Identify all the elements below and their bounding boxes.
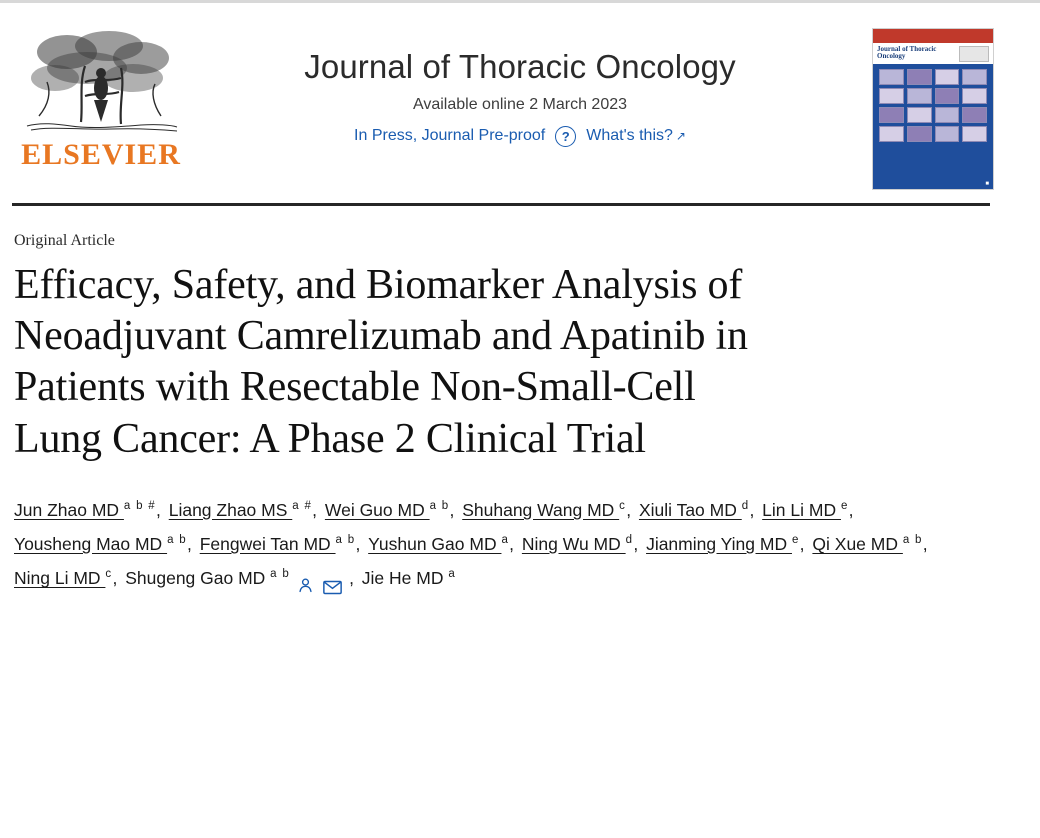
cover-header (873, 43, 993, 64)
author-entry[interactable] (325, 500, 450, 520)
cover-footer-mark: ■ (985, 181, 989, 187)
author-name[interactable]: Yousheng Mao MD (14, 534, 168, 555)
cover-cell (879, 88, 904, 104)
cover-cell (962, 107, 987, 123)
elsevier-tree-logo-icon (21, 26, 181, 138)
corresponding-author-icons (297, 571, 342, 588)
author-name: Shugeng Gao MD (125, 568, 271, 589)
author-separator: , (186, 534, 197, 555)
available-online-date: Available online 2 March 2023 (412, 95, 628, 113)
author-separator: , (112, 568, 123, 589)
whats-this-link[interactable] (586, 127, 686, 145)
author-name[interactable]: Qi Xue MD (812, 534, 903, 555)
author-name: Jie He MD (361, 568, 449, 589)
top-divider (0, 0, 1040, 3)
author-name[interactable]: Jun Zhao MD (14, 499, 124, 520)
envelope-icon[interactable] (323, 572, 342, 587)
author-separator: , (155, 499, 166, 520)
masthead-divider (12, 203, 990, 206)
author-entry[interactable] (169, 500, 312, 520)
author-affiliation-marker: c (105, 568, 113, 581)
author-separator: , (749, 499, 760, 520)
author-name[interactable]: Ning Li MD (14, 568, 106, 589)
journal-masthead (0, 18, 1040, 190)
author-entry[interactable] (200, 534, 356, 554)
page-title: Efficacy, Safety, and Biomarker Analysis of Neoadjuvant Camrelizumab and Apatinib in Patients with Resectable Non-Small-Cell Lung Cancer: A Phase 2 Clinical Trial (14, 262, 748, 462)
cover-top-band (873, 29, 993, 43)
author-affiliation-marker: c (619, 500, 627, 513)
cover-cell (907, 69, 932, 85)
in-press-status: In Press, Journal Pre-proof (354, 127, 546, 145)
whats-this-label: What's this? (586, 127, 673, 145)
author-name[interactable]: Yushun Gao MD (368, 534, 502, 555)
author-separator: , (312, 499, 322, 520)
author-entry[interactable] (14, 534, 187, 554)
author-affiliation-marker: e (791, 534, 800, 547)
author-affiliation-marker: a b (167, 534, 187, 547)
author-separator: , (626, 499, 636, 520)
cover-cell (907, 126, 932, 142)
author-entry[interactable] (462, 500, 626, 520)
author-name[interactable]: Ning Wu MD (521, 534, 626, 555)
journal-info (200, 48, 840, 147)
author-entry[interactable] (522, 534, 633, 554)
author-separator: , (349, 568, 359, 589)
cover-cell (879, 107, 904, 123)
author-separator: , (355, 534, 366, 555)
article-header (14, 232, 1014, 595)
author-entry[interactable] (14, 568, 112, 588)
cover-badge (959, 46, 989, 62)
cover-cell (879, 69, 904, 85)
article-type-label: Original Article (14, 232, 115, 249)
author-name[interactable]: Shuhang Wang MD (462, 499, 620, 520)
external-link-icon: ↗ (675, 129, 686, 144)
author-affiliation-marker: a b # (123, 500, 156, 513)
author-separator: , (633, 534, 644, 555)
cover-journal-title: Journal of Thoracic Oncology (877, 45, 937, 61)
author-entry[interactable] (368, 534, 509, 554)
author-entry (125, 568, 290, 588)
author-affiliation-marker: d (741, 500, 750, 513)
author-affiliation-marker: a b (270, 568, 291, 581)
author-separator: , (848, 499, 854, 520)
author-separator: , (799, 534, 810, 555)
author-entry (362, 568, 456, 588)
cover-cell (935, 69, 960, 85)
cover-cell (935, 88, 960, 104)
author-list (14, 493, 974, 595)
journal-cover-thumbnail[interactable] (872, 28, 994, 190)
author-affiliation-marker: a b (902, 534, 923, 547)
cover-cell (879, 126, 904, 142)
publisher-logo[interactable] (12, 26, 190, 186)
author-separator: , (509, 534, 519, 555)
author-affiliation-marker: a b (335, 534, 356, 547)
journal-title[interactable]: Journal of Thoracic Oncology (304, 48, 736, 85)
author-separator: , (922, 534, 928, 555)
cover-cell (935, 126, 960, 142)
author-affiliation-marker: a # (292, 500, 313, 513)
author-entry[interactable] (646, 534, 800, 554)
author-affiliation-marker: a (448, 568, 457, 581)
author-entry[interactable] (762, 500, 848, 520)
author-separator: , (449, 499, 460, 520)
cover-cell (962, 69, 987, 85)
cover-cell (962, 126, 987, 142)
cover-cell (935, 107, 960, 123)
cover-figure-grid (873, 64, 993, 147)
author-entry[interactable] (639, 500, 749, 520)
author-entry[interactable] (14, 500, 156, 520)
author-affiliation-marker: a b (429, 500, 450, 513)
author-name[interactable]: Xiuli Tao MD (638, 499, 742, 520)
cover-cell (907, 88, 932, 104)
author-name[interactable]: Wei Guo MD (324, 499, 430, 520)
question-mark-icon[interactable]: ? (555, 126, 576, 147)
author-name[interactable]: Jianming Ying MD (646, 534, 792, 555)
author-affiliation-marker: d (625, 534, 634, 547)
author-name[interactable]: Liang Zhao MS (168, 499, 293, 520)
cover-cell (907, 107, 932, 123)
author-name[interactable]: Lin Li MD (762, 499, 841, 520)
author-affiliation-marker: a (501, 534, 510, 547)
person-icon[interactable] (297, 571, 314, 588)
author-entry[interactable] (812, 534, 922, 554)
author-affiliation-marker: e (840, 500, 849, 513)
journal-status-row (200, 126, 840, 147)
cover-cell (962, 88, 987, 104)
author-name[interactable]: Fengwei Tan MD (199, 534, 336, 555)
publisher-name: ELSEVIER (21, 138, 181, 171)
